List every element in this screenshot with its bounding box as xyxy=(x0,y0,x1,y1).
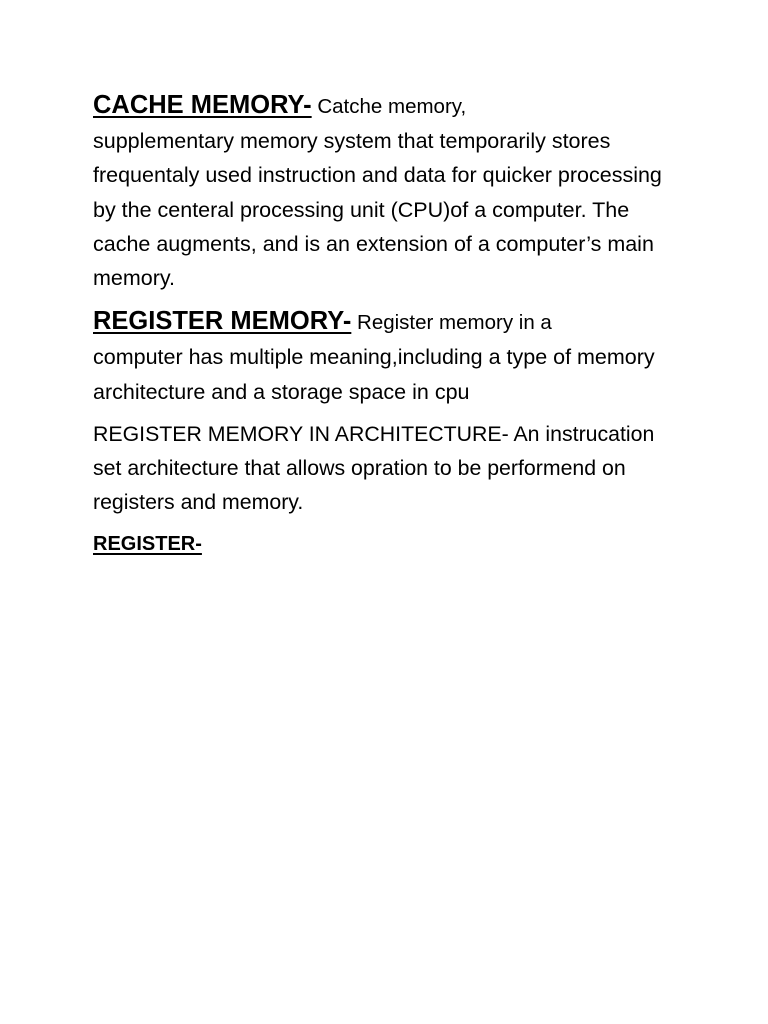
register-architecture-paragraph: REGISTER MEMORY IN ARCHITECTURE- An instrucation set architecture that allows opration to be performend on registers and memory. xyxy=(93,421,655,515)
cache-memory-lead: Catche memory, xyxy=(311,95,467,118)
document-page xyxy=(93,88,683,559)
register-memory-body: computer has multiple meaning,including a type of memory architecture and a storage space in cpu xyxy=(93,345,655,404)
register-memory-heading: REGISTER MEMORY- xyxy=(93,307,352,336)
cache-memory-paragraph xyxy=(93,88,683,295)
cache-memory-body: supplementary memory system that temporarily stores frequentaly used instruction and data for quicker processing by the centeral processing unit (CPU)of a computer. The cache augments, and is an extension of a computer’s main memory. xyxy=(93,129,662,291)
register-memory-paragraph xyxy=(93,304,683,409)
register-memory-lead: Register memory in a xyxy=(351,311,552,335)
cache-memory-heading: CACHE MEMORY- xyxy=(93,91,312,119)
register-subheading: REGISTER- xyxy=(93,533,202,556)
